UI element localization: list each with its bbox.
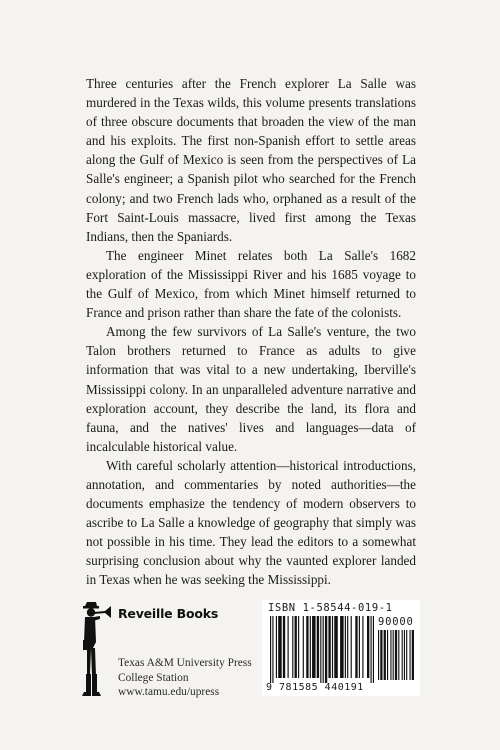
barcode-bar bbox=[270, 616, 271, 683]
publisher-name: Texas A&M University Press bbox=[118, 657, 252, 669]
barcode-bar bbox=[412, 630, 414, 680]
publisher-address bbox=[118, 656, 252, 700]
barcode-bar bbox=[312, 616, 316, 678]
barcode-bar bbox=[320, 616, 321, 683]
barcode-bar bbox=[317, 616, 319, 678]
description-paragraph: Among the few survivors of La Salle's venture, the two Talon brothers returned to France as adults to give information that was vital to a new undertaking, Iberville's Mississippi colony. In an unparalleled adventure narrative and exploration account, they describe the land, its flora and fauna, and the natives' lives and languages—data of incalculable historical value. bbox=[86, 324, 416, 454]
description-text bbox=[86, 74, 416, 590]
publisher-imprint bbox=[78, 600, 278, 700]
barcode-bar bbox=[351, 616, 352, 678]
barcode-bar bbox=[406, 630, 407, 680]
barcode-bar bbox=[402, 630, 403, 680]
barcode-bar bbox=[298, 616, 299, 678]
barcode-bar bbox=[334, 616, 338, 678]
barcode-bar bbox=[347, 616, 348, 678]
barcode-bar bbox=[272, 616, 273, 683]
isbn-barcode bbox=[262, 600, 420, 696]
barcode-bar bbox=[303, 616, 304, 678]
barcode-bar bbox=[370, 616, 371, 683]
barcode-bar bbox=[310, 616, 311, 678]
barcode-bar bbox=[387, 630, 388, 680]
bugler-icon bbox=[78, 600, 112, 698]
barcode-bar bbox=[278, 616, 282, 678]
barcode-bar bbox=[306, 616, 308, 678]
barcode-bar bbox=[323, 616, 324, 683]
barcode-bar bbox=[362, 616, 363, 678]
barcode-bar bbox=[355, 616, 357, 678]
barcode-bar bbox=[410, 630, 411, 680]
barcode-bar bbox=[276, 616, 277, 678]
description-paragraph: With careful scholarly attention—historical introductions, annotation, and commentaries by noted authorities—the documents emphasize the tendency of modern observers to ascribe to La Salle a knowledge of geography that simply was not possible in his time. They lead the editors to a somewhat surprising conclusion about why the vaunted explorer landed in Texas when he was seeking the Mississippi. bbox=[86, 457, 416, 588]
barcode-bar bbox=[295, 616, 297, 678]
ean-digits: 9 781585 440191 bbox=[266, 682, 364, 693]
barcode-bar bbox=[359, 616, 360, 678]
barcode-bar bbox=[390, 630, 391, 680]
barcode-bar bbox=[328, 616, 330, 678]
barcode-bar bbox=[373, 616, 374, 683]
series-name: Reveille Books bbox=[118, 606, 219, 621]
barcode-bar bbox=[288, 616, 289, 678]
publisher-city: College Station bbox=[118, 671, 189, 684]
barcode-bar bbox=[404, 630, 405, 680]
barcode-bar bbox=[325, 616, 327, 683]
price-code: 90000 bbox=[378, 616, 414, 628]
barcode-bar bbox=[332, 616, 333, 678]
barcode-bar bbox=[378, 630, 379, 680]
barcode-bar bbox=[292, 616, 293, 678]
barcode-bar bbox=[380, 630, 382, 680]
barcode-bar bbox=[384, 630, 386, 680]
isbn-label: ISBN 1-58544-019-1 bbox=[268, 602, 393, 614]
barcode-bar bbox=[345, 616, 346, 678]
barcode-bar bbox=[340, 616, 344, 678]
publisher-website: www.tamu.edu/upress bbox=[118, 686, 220, 698]
description-paragraph: Three centuries after the French explorer La Salle was murdered in the Texas wilds, this volume presents translations of three obscure documents that broaden the view of the man and his exploits. The first non-Spanish effort to settle areas along the Gulf of Mexico is seen from the perspectives of La Salle's engineer; a Spanish pilot who searched for the French colony; and two French lads who, orphaned as a result of the Fort Saint-Louis massacre, lived first among the Texas Indians, then the Spaniards. bbox=[86, 76, 416, 244]
barcode-bar bbox=[367, 616, 369, 678]
barcode-bar bbox=[395, 630, 397, 680]
barcode-bar bbox=[393, 630, 394, 680]
barcode-bar bbox=[398, 630, 399, 680]
barcode-bar bbox=[283, 616, 285, 678]
description-paragraph: The engineer Minet relates both La Salle's 1682 exploration of the Mississippi River and his 1685 voyage to the Gulf of Mexico, from which Minet himself returned to France and prison rather than share the fate of the colonists. bbox=[86, 247, 416, 321]
